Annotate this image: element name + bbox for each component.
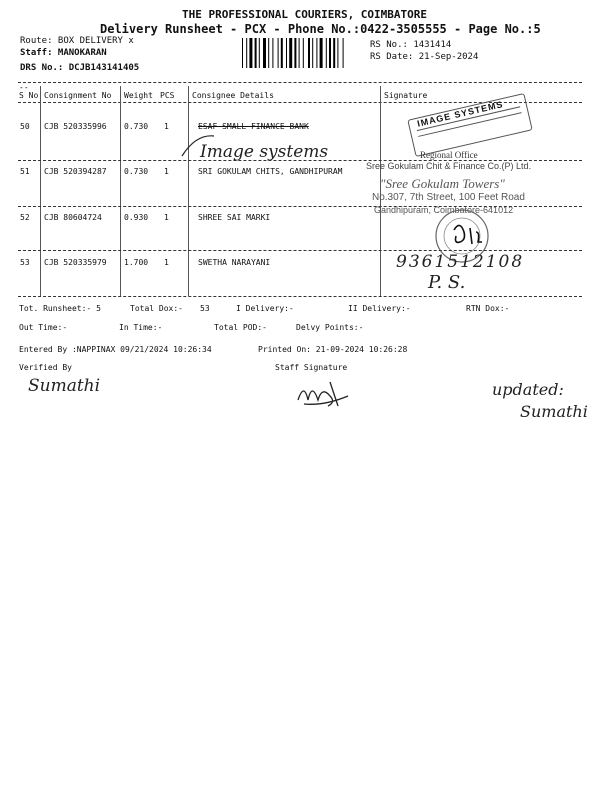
barcode-bar <box>333 38 335 68</box>
out-time: Out Time:- <box>19 323 68 332</box>
runsheet-subtitle: Delivery Runsheet - PCX - Phone No.:0422-3505555 - Page No.:5 <box>100 22 541 36</box>
barcode-bar <box>286 38 287 68</box>
barcode-bar <box>255 38 257 68</box>
row-sno: 50 <box>20 122 30 131</box>
staff-signature-label: Staff Signature <box>275 363 348 372</box>
barcode-bar <box>320 38 323 68</box>
barcode-bar <box>246 38 247 68</box>
gokulam-stamp-line: Sree Gokulam Chit & Finance Co.(P) Ltd. <box>366 161 532 171</box>
row-weight: 0.730 <box>124 122 149 131</box>
barcode-bar <box>343 38 344 68</box>
col-pcs: PCS <box>160 91 175 100</box>
divider <box>18 296 582 297</box>
col-signature: Signature <box>384 91 428 100</box>
verified-signature: Sumathi <box>28 376 101 396</box>
rs-date: RS Date: 21-Sep-2024 <box>370 52 479 62</box>
barcode-bar <box>308 38 310 68</box>
company-title: THE PROFESSIONAL COURIERS, COIMBATORE <box>182 8 428 21</box>
barcode-bar <box>281 38 283 68</box>
gokulam-stamp-line: Gandhipuram, Coimbatore-641012 <box>374 205 514 215</box>
barcode-bar <box>278 38 279 68</box>
col-weight: Weight <box>124 91 153 100</box>
tot-runsheet: Tot. Runsheet:- 5 <box>19 304 101 313</box>
barcode-bar <box>272 38 273 68</box>
barcode-bar <box>303 38 304 68</box>
divider <box>18 82 582 83</box>
verified-by: Verified By <box>19 363 72 372</box>
pen-stroke <box>178 128 218 158</box>
column-line <box>40 86 41 296</box>
col-consignee: Consignee Details <box>192 91 274 100</box>
stamp-office: Regional Office <box>420 150 478 160</box>
col-sno: S No <box>19 91 39 100</box>
barcode-bar <box>312 38 313 68</box>
row-weight: 1.700 <box>124 258 149 267</box>
row-consignment: CJB 80604724 <box>44 213 102 222</box>
barcode-bar <box>329 38 331 68</box>
in-time: In Time:- <box>119 323 163 332</box>
row-sno: 51 <box>20 167 30 176</box>
dashes: -- <box>19 83 29 92</box>
column-line <box>188 86 189 296</box>
total-dox-value: 53 <box>200 304 210 313</box>
staff-signature-mark <box>290 374 360 410</box>
barcode-bar <box>299 38 300 68</box>
barcode <box>240 38 366 68</box>
rs-number: RS No.: 1431414 <box>370 40 452 50</box>
row-weight: 0.930 <box>124 213 149 222</box>
delvy-points: Delvy Points:- <box>296 323 364 332</box>
rtn-dox: RTN Dox:- <box>466 304 510 313</box>
row-pcs: 1 <box>164 122 169 131</box>
row-consignee: SWETHA NARAYANI <box>198 258 271 267</box>
updated-note: updated: <box>492 380 564 399</box>
printed-on: Printed On: 21-09-2024 10:26:28 <box>258 345 408 354</box>
barcode-bar <box>316 38 317 68</box>
barcode-bar <box>337 38 338 68</box>
barcode-bar <box>294 38 296 68</box>
barcode-bar <box>263 38 266 68</box>
col-consignment: Consignment No <box>44 91 112 100</box>
total-dox-label: Total Dox:- <box>130 304 183 313</box>
barcode-bar <box>289 38 292 68</box>
barcode-bar <box>242 38 243 68</box>
drs-number: DRS No.: DCJB143141405 <box>20 63 140 73</box>
barcode-bar <box>268 38 269 68</box>
gokulam-stamp-line: "Sree Gokulam Towers" <box>380 176 505 191</box>
column-line <box>120 86 121 296</box>
divider <box>18 250 582 251</box>
staff-label: Staff: MANOKARAN <box>20 48 107 58</box>
barcode-bar <box>249 38 252 68</box>
row-pcs: 1 <box>164 167 169 176</box>
handwritten-signature: Image systems <box>200 142 329 162</box>
ii-delivery: II Delivery:- <box>348 304 411 313</box>
barcode-bar <box>326 38 327 68</box>
row-consignee: SHREE SAI MARKI <box>198 213 271 222</box>
row-consignment: CJB 520335979 <box>44 258 107 267</box>
handwritten-phone: 9361512108 <box>396 252 525 272</box>
row-consignee: ESAF SMALL FINANCE BANK <box>198 122 309 131</box>
row-consignment: CJB 520335996 <box>44 122 107 131</box>
stamp-title: IMAGE SYSTEMS <box>416 99 505 129</box>
handwritten-signature: P. S. <box>428 272 466 293</box>
barcode-bar <box>259 38 260 68</box>
row-sno: 52 <box>20 213 30 222</box>
row-consignment: CJB 520394287 <box>44 167 107 176</box>
updated-signature: Sumathi <box>520 402 588 421</box>
gokulam-stamp-line: No.307, 7th Street, 100 Feet Road <box>372 192 525 203</box>
route-label: Route: BOX DELIVERY x <box>20 36 134 46</box>
row-weight: 0.730 <box>124 167 149 176</box>
row-consignee: SRI GOKULAM CHITS, GANDHIPURAM <box>198 167 343 176</box>
i-delivery: I Delivery:- <box>236 304 294 313</box>
row-pcs: 1 <box>164 258 169 267</box>
entered-by: Entered By :NAPPINAX 09/21/2024 10:26:34 <box>19 345 212 354</box>
row-pcs: 1 <box>164 213 169 222</box>
row-sno: 53 <box>20 258 30 267</box>
total-pod: Total POD:- <box>214 323 267 332</box>
